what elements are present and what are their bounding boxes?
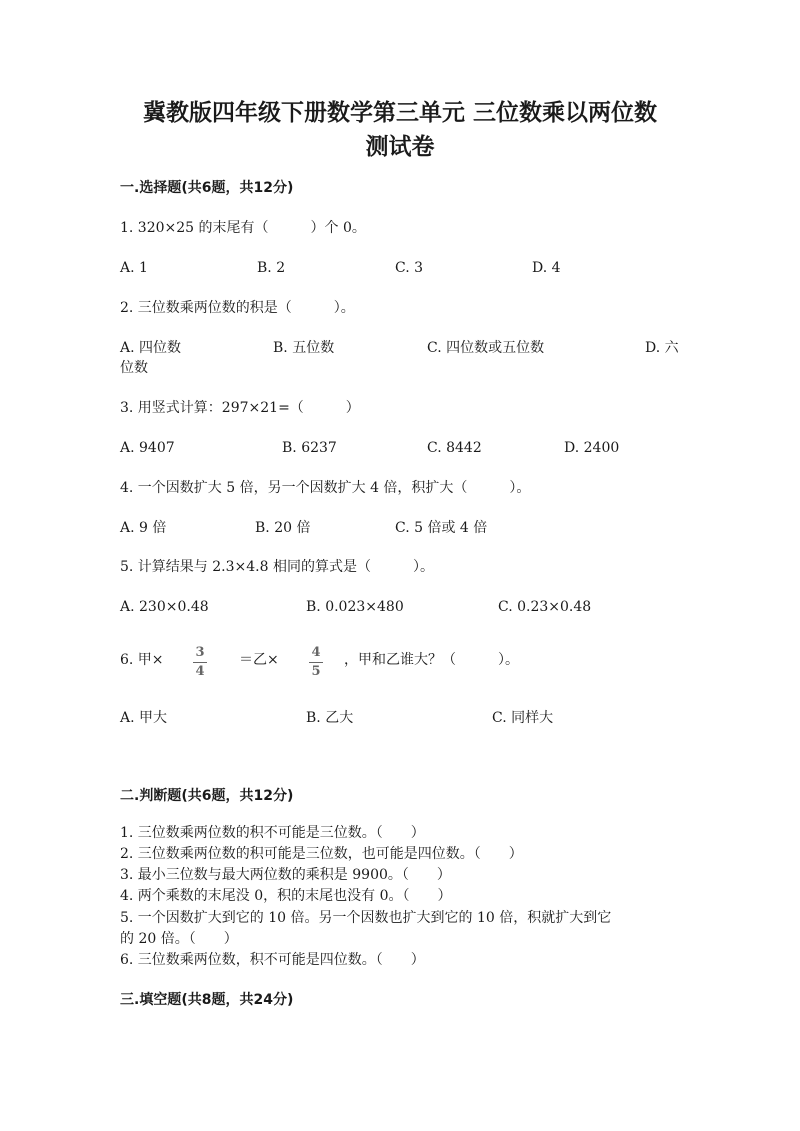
q4-option-c: C. 5 倍或 4 倍 — [395, 520, 488, 536]
q2-option-c: C. 四位数或五位数 — [427, 340, 545, 356]
tf-item-1: 1. 三位数乘两位数的积不可能是三位数。（ ） — [120, 825, 425, 841]
q3-option-c: C. 8442 — [427, 440, 482, 456]
tf-item-3: 3. 最小三位数与最大两位数的乘积是 9900。（ ） — [120, 867, 451, 883]
question-6-part3: ，甲和乙谁大？（ ）。 — [344, 652, 519, 668]
section-heading-true-false: 二.判断题(共6题，共12分) — [120, 788, 294, 804]
fraction-denominator: 4 — [195, 664, 205, 679]
q4-option-b: B. 20 倍 — [255, 520, 311, 536]
q1-option-b: B. 2 — [257, 260, 286, 276]
section-heading-multiple-choice: 一.选择题(共6题，共12分) — [120, 180, 294, 196]
question-6-part1: 6. 甲× — [120, 652, 164, 668]
section-heading-fill-in: 三.填空题(共8题，共24分) — [120, 992, 294, 1008]
fraction-numerator: 4 — [311, 645, 321, 660]
document-title-line2: 测试卷 — [365, 134, 435, 160]
question-5: 5. 计算结果与 2.3×4.8 相同的算式是（ ）。 — [120, 559, 434, 575]
fraction-denominator: 5 — [311, 664, 321, 679]
fraction-four-fifths — [306, 646, 326, 679]
q3-option-d: D. 2400 — [564, 440, 620, 456]
q2-option-a: A. 四位数 — [120, 340, 182, 356]
q2-option-d: D. 六 — [645, 340, 679, 356]
tf-item-6: 6. 三位数乘两位数，积不可能是四位数。（ ） — [120, 952, 425, 968]
q5-option-c: C. 0.23×0.48 — [498, 599, 592, 615]
q3-option-b: B. 6237 — [282, 440, 337, 456]
fraction-bar — [309, 662, 323, 663]
question-1: 1. 320×25 的末尾有（ ）个 0。 — [120, 220, 366, 236]
fraction-three-quarters — [190, 646, 210, 679]
tf-item-2: 2. 三位数乘两位数的积可能是三位数，也可能是四位数。（ ） — [120, 846, 523, 862]
q2-option-b: B. 五位数 — [273, 340, 335, 356]
q6-option-c: C. 同样大 — [492, 710, 554, 726]
tf-item-5: 5. 一个因数扩大到它的 10 倍。另一个因数也扩大到它的 10 倍，积就扩大到它 — [120, 910, 612, 926]
question-3: 3. 用竖式计算：297×21=（ ） — [120, 400, 360, 416]
q2-option-d-wrap: 位数 — [120, 360, 148, 376]
q3-option-a: A. 9407 — [120, 440, 175, 456]
q1-option-c: C. 3 — [395, 260, 424, 276]
q6-option-a: A. 甲大 — [120, 710, 168, 726]
question-2: 2. 三位数乘两位数的积是（ ）。 — [120, 300, 355, 316]
tf-item-4: 4. 两个乘数的末尾没 0，积的末尾也没有 0。（ ） — [120, 888, 452, 904]
q4-option-a: A. 9 倍 — [120, 520, 167, 536]
q1-option-a: A. 1 — [120, 260, 148, 276]
fraction-numerator: 3 — [195, 645, 205, 660]
tf-item-5-wrap: 的 20 倍。（ ） — [120, 931, 238, 947]
question-6-part2: ＝乙× — [239, 652, 279, 668]
document-title: 冀教版四年级下册数学第三单元 三位数乘以两位数 — [142, 100, 657, 126]
q5-option-b: B. 0.023×480 — [306, 599, 404, 615]
question-4: 4. 一个因数扩大 5 倍，另一个因数扩大 4 倍，积扩大（ ）。 — [120, 480, 531, 496]
fraction-bar — [193, 662, 207, 663]
q6-option-b: B. 乙大 — [306, 710, 354, 726]
q5-option-a: A. 230×0.48 — [120, 599, 209, 615]
q1-option-d: D. 4 — [532, 260, 561, 276]
